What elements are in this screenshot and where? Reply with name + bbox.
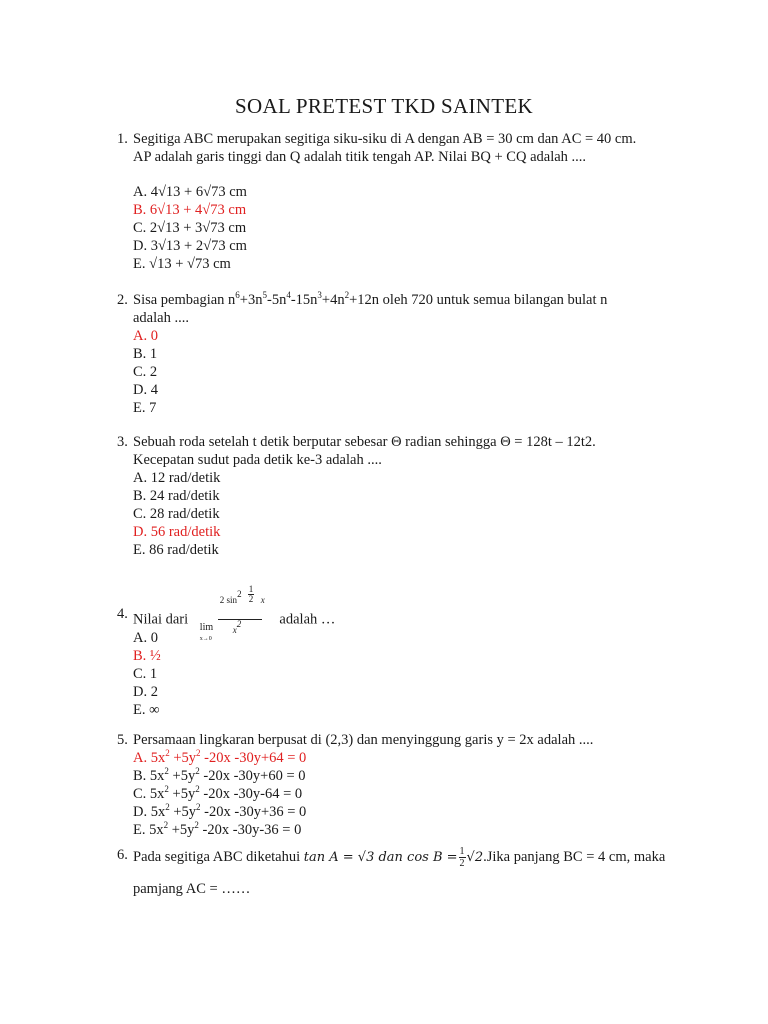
option-c: C. $5x^2 +5y^2$ -20x -30y-64 = 0 (133, 784, 303, 802)
question-6 (117, 846, 717, 898)
question-number: 1. (117, 131, 128, 147)
question-2 (117, 291, 717, 417)
option-d: D. 2 (133, 684, 158, 700)
question-number: 6. (117, 847, 128, 863)
option-b: B. $5x^2 +5y^2$ -20x -30y+60 = 0 (133, 766, 306, 784)
question-text: Kecepatan sudut pada detik ke-3 adalah .... (133, 452, 382, 468)
option-b-answer: B. 6√13 + 4√73 cm (133, 202, 247, 218)
question-number: 3. (117, 434, 128, 450)
limit-formula: 2 $\sin^2$ $\frac{1}{2}$ x lim x→0 $x^2$ (199, 584, 265, 642)
question-4 (117, 584, 717, 719)
question-number: 5. (117, 732, 128, 748)
option-d: D. 3√13 + 2√73 cm (133, 238, 247, 254)
option-e: E. $5x^2 +5y^2$ -20x -30y-36 = 0 (133, 820, 302, 838)
question-text: Persamaan lingkaran berpusat di (2,3) dan menyinggung garis y = 2x adalah .... (133, 732, 594, 748)
question-text: adalah .... (133, 310, 189, 326)
option-e: E. √13 + √73 cm (133, 256, 231, 272)
option-e: E. 86 rad/detik (133, 542, 219, 558)
option-b: B. 24 rad/detik (133, 488, 220, 504)
option-d: D. $5x^2 +5y^2$ -20x -30y+36 = 0 (133, 802, 307, 820)
question-text: AP adalah garis tinggi dan Q adalah titik tengah AP. Nilai BQ + CQ adalah .... (133, 149, 587, 165)
question-number: 2. (117, 292, 128, 308)
question-text: Segitiga ABC merupakan segitiga siku-siku di A dengan AB = 30 cm dan AC = 40 cm. (133, 131, 637, 147)
option-d-answer: D. 56 rad/detik (133, 524, 221, 540)
option-b: B. 1 (133, 346, 158, 362)
option-e: E. 7 (133, 400, 157, 416)
question-text: Nilai dari 2 $\sin^2$ $\frac{1}{2}$ x lim x→0 $x^2$ adalah … (133, 584, 336, 642)
question-5 (117, 731, 717, 839)
option-d: D. 4 (133, 382, 158, 398)
question-text: Sisa pembagian $n^6+3n^5-5n^4-15n^3+4n^2+12n$ oleh 720 untuk semua bilangan bulat n (133, 290, 608, 308)
question-number: 4. (117, 606, 128, 622)
question-text: Sebuah roda setelah t detik berputar sebesar Θ radian sehingga Θ = 128t – 12t2. (133, 434, 596, 450)
option-c: C. 2 (133, 364, 158, 380)
option-a-answer: A. 0 (133, 328, 158, 344)
option-a-answer: A. $5x^2 +5y^2$ -20x -30y+64 = 0 (133, 748, 307, 766)
option-b-answer: B. ½ (133, 648, 161, 664)
question-3 (117, 433, 717, 559)
page-title: SOAL PRETEST TKD SAINTEK (235, 94, 533, 118)
option-a: A. 12 rad/detik (133, 470, 221, 486)
option-a: A. 4√13 + 6√73 cm (133, 184, 247, 200)
option-c: C. 28 rad/detik (133, 506, 220, 522)
question-text: Pada segitiga ABC diketahui tan A = √3 dan cos B = $\frac{1}{2}$ √2.Jika panjang BC = 4 cm, maka pamjang AC = …… (133, 846, 666, 897)
option-c: C. 1 (133, 666, 158, 682)
question-1 (117, 130, 717, 273)
option-e: E. ∞ (133, 702, 160, 718)
option-a: A. 0 (133, 630, 158, 646)
option-c: C. 2√13 + 3√73 cm (133, 220, 247, 236)
